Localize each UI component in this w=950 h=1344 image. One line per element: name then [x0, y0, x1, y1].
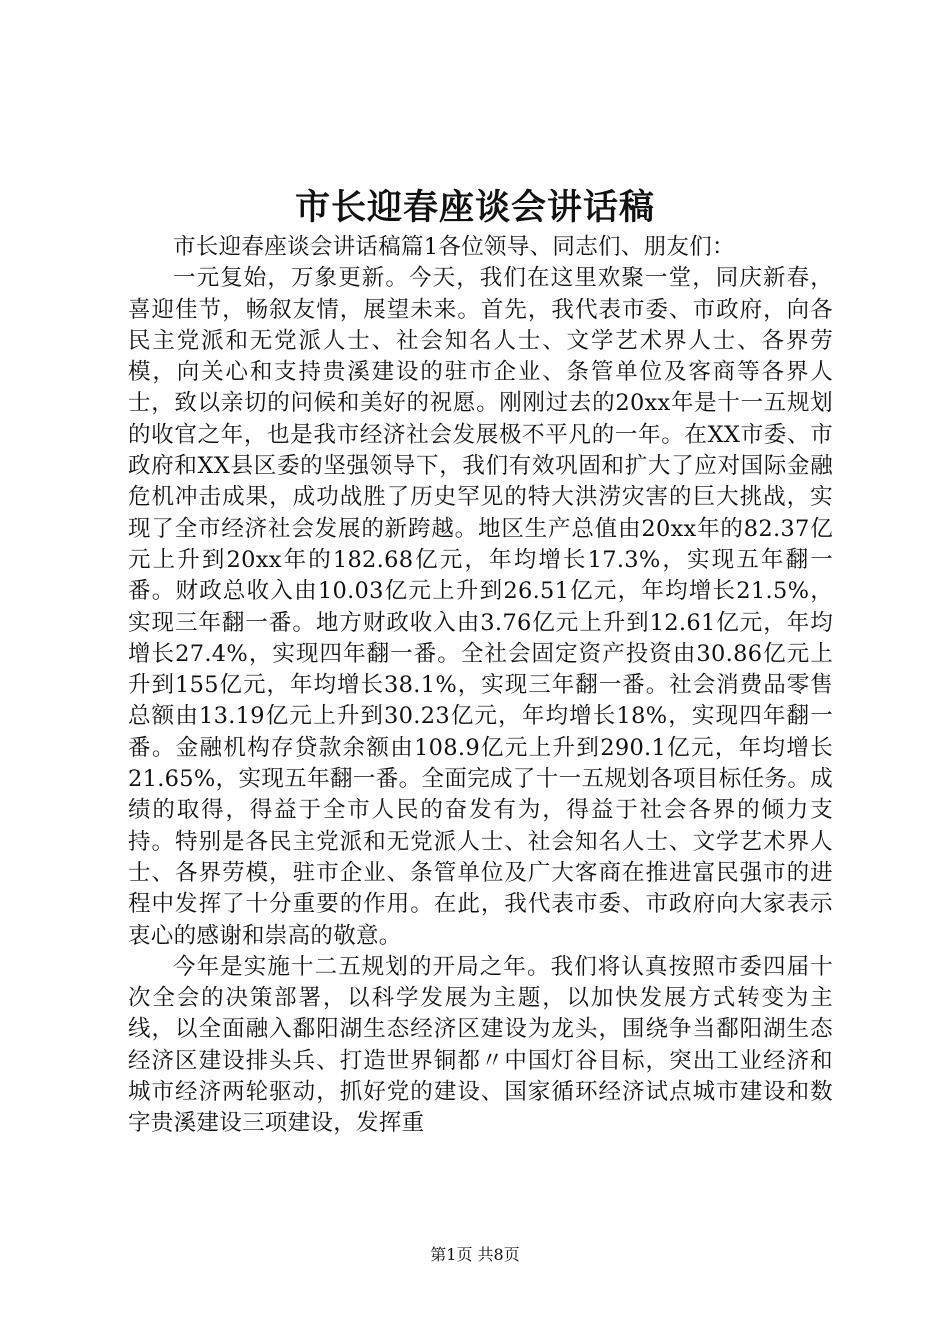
- page-footer: [0, 1244, 950, 1266]
- document-title: 市长迎春座谈会讲话稿: [294, 187, 655, 228]
- paragraph-review: 一元复始，万象更新。今天，我们在这里欢聚一堂，同庆新春，喜迎佳节，畅叙友情，展望未来。首先，我代表市委、市政府，向各民主党派和无党派人士、社会知名人士、文学艺术界人士、各界劳模，向关心和支持贵溪建设的驻市企业、条管单位及客商等各界人士，致以亲切的问候和美好的祝愿。刚刚过去的20xx年是十一五规划的收官之年，也是我市经济社会发展极不平凡的一年。在XX市委、市政府和XX县区委的坚强领导下，我们有效巩固和扩大了应对国际金融危机冲击成果，成功战胜了历史罕见的特大洪涝灾害的巨大挑战，实现了全市经济社会发展的新跨越。地区生产总值由20xx年的82.37亿元上升到20xx年的182.68亿元，年均增长17.3%，实现五年翻一番。财政总收入由10.03亿元上升到26.51亿元，年均增长21.5%，实现三年翻一番。地方财政收入由3.76亿元上升到12.61亿元，年均增长27.4%，实现四年翻一番。全社会固定资产投资由30.86亿元上升到155亿元，年均增长38.1%，实现三年翻一番。社会消费品零售总额由13.19亿元上升到30.23亿元，年均增长18%，实现四年翻一番。金融机构存贷款余额由108.9亿元上升到290.1亿元，年均增长21.65%，实现五年翻一番。全面完成了十一五规划各项目标任务。成绩的取得，得益于全市人民的奋发有为，得益于社会各界的倾力支持。特别是各民主党派和无党派人士、社会知名人士、文学艺术界人士、各界劳模，驻市企业、条管单位及广大客商在推进富民强市的进程中发挥了十分重要的作用。在此，我代表市委、市政府向大家表示衷心的感谢和崇高的敬意。: [128, 265, 833, 949]
- document-body: [128, 232, 833, 1140]
- paragraph-intro: 市长迎春座谈会讲话稿篇1各位领导、同志们、朋友们：: [173, 234, 735, 260]
- paragraph-plan: 今年是实施十二五规划的开局之年。我们将认真按照市委四届十次全会的决策部署，以科学发展为主题，以加快发展方式转变为主线，以全面融入鄱阳湖生态经济区建设为龙头，围绕争当鄱阳湖生态经济区建设排头兵、打造世界铜都〃中国灯谷目标，突出工业经济和城市经济两轮驱动，抓好党的建设、国家循环经济试点城市建设和数字贵溪建设三项建设，发挥重: [128, 953, 833, 1137]
- page-number: 第1页 共8页: [430, 1245, 520, 1264]
